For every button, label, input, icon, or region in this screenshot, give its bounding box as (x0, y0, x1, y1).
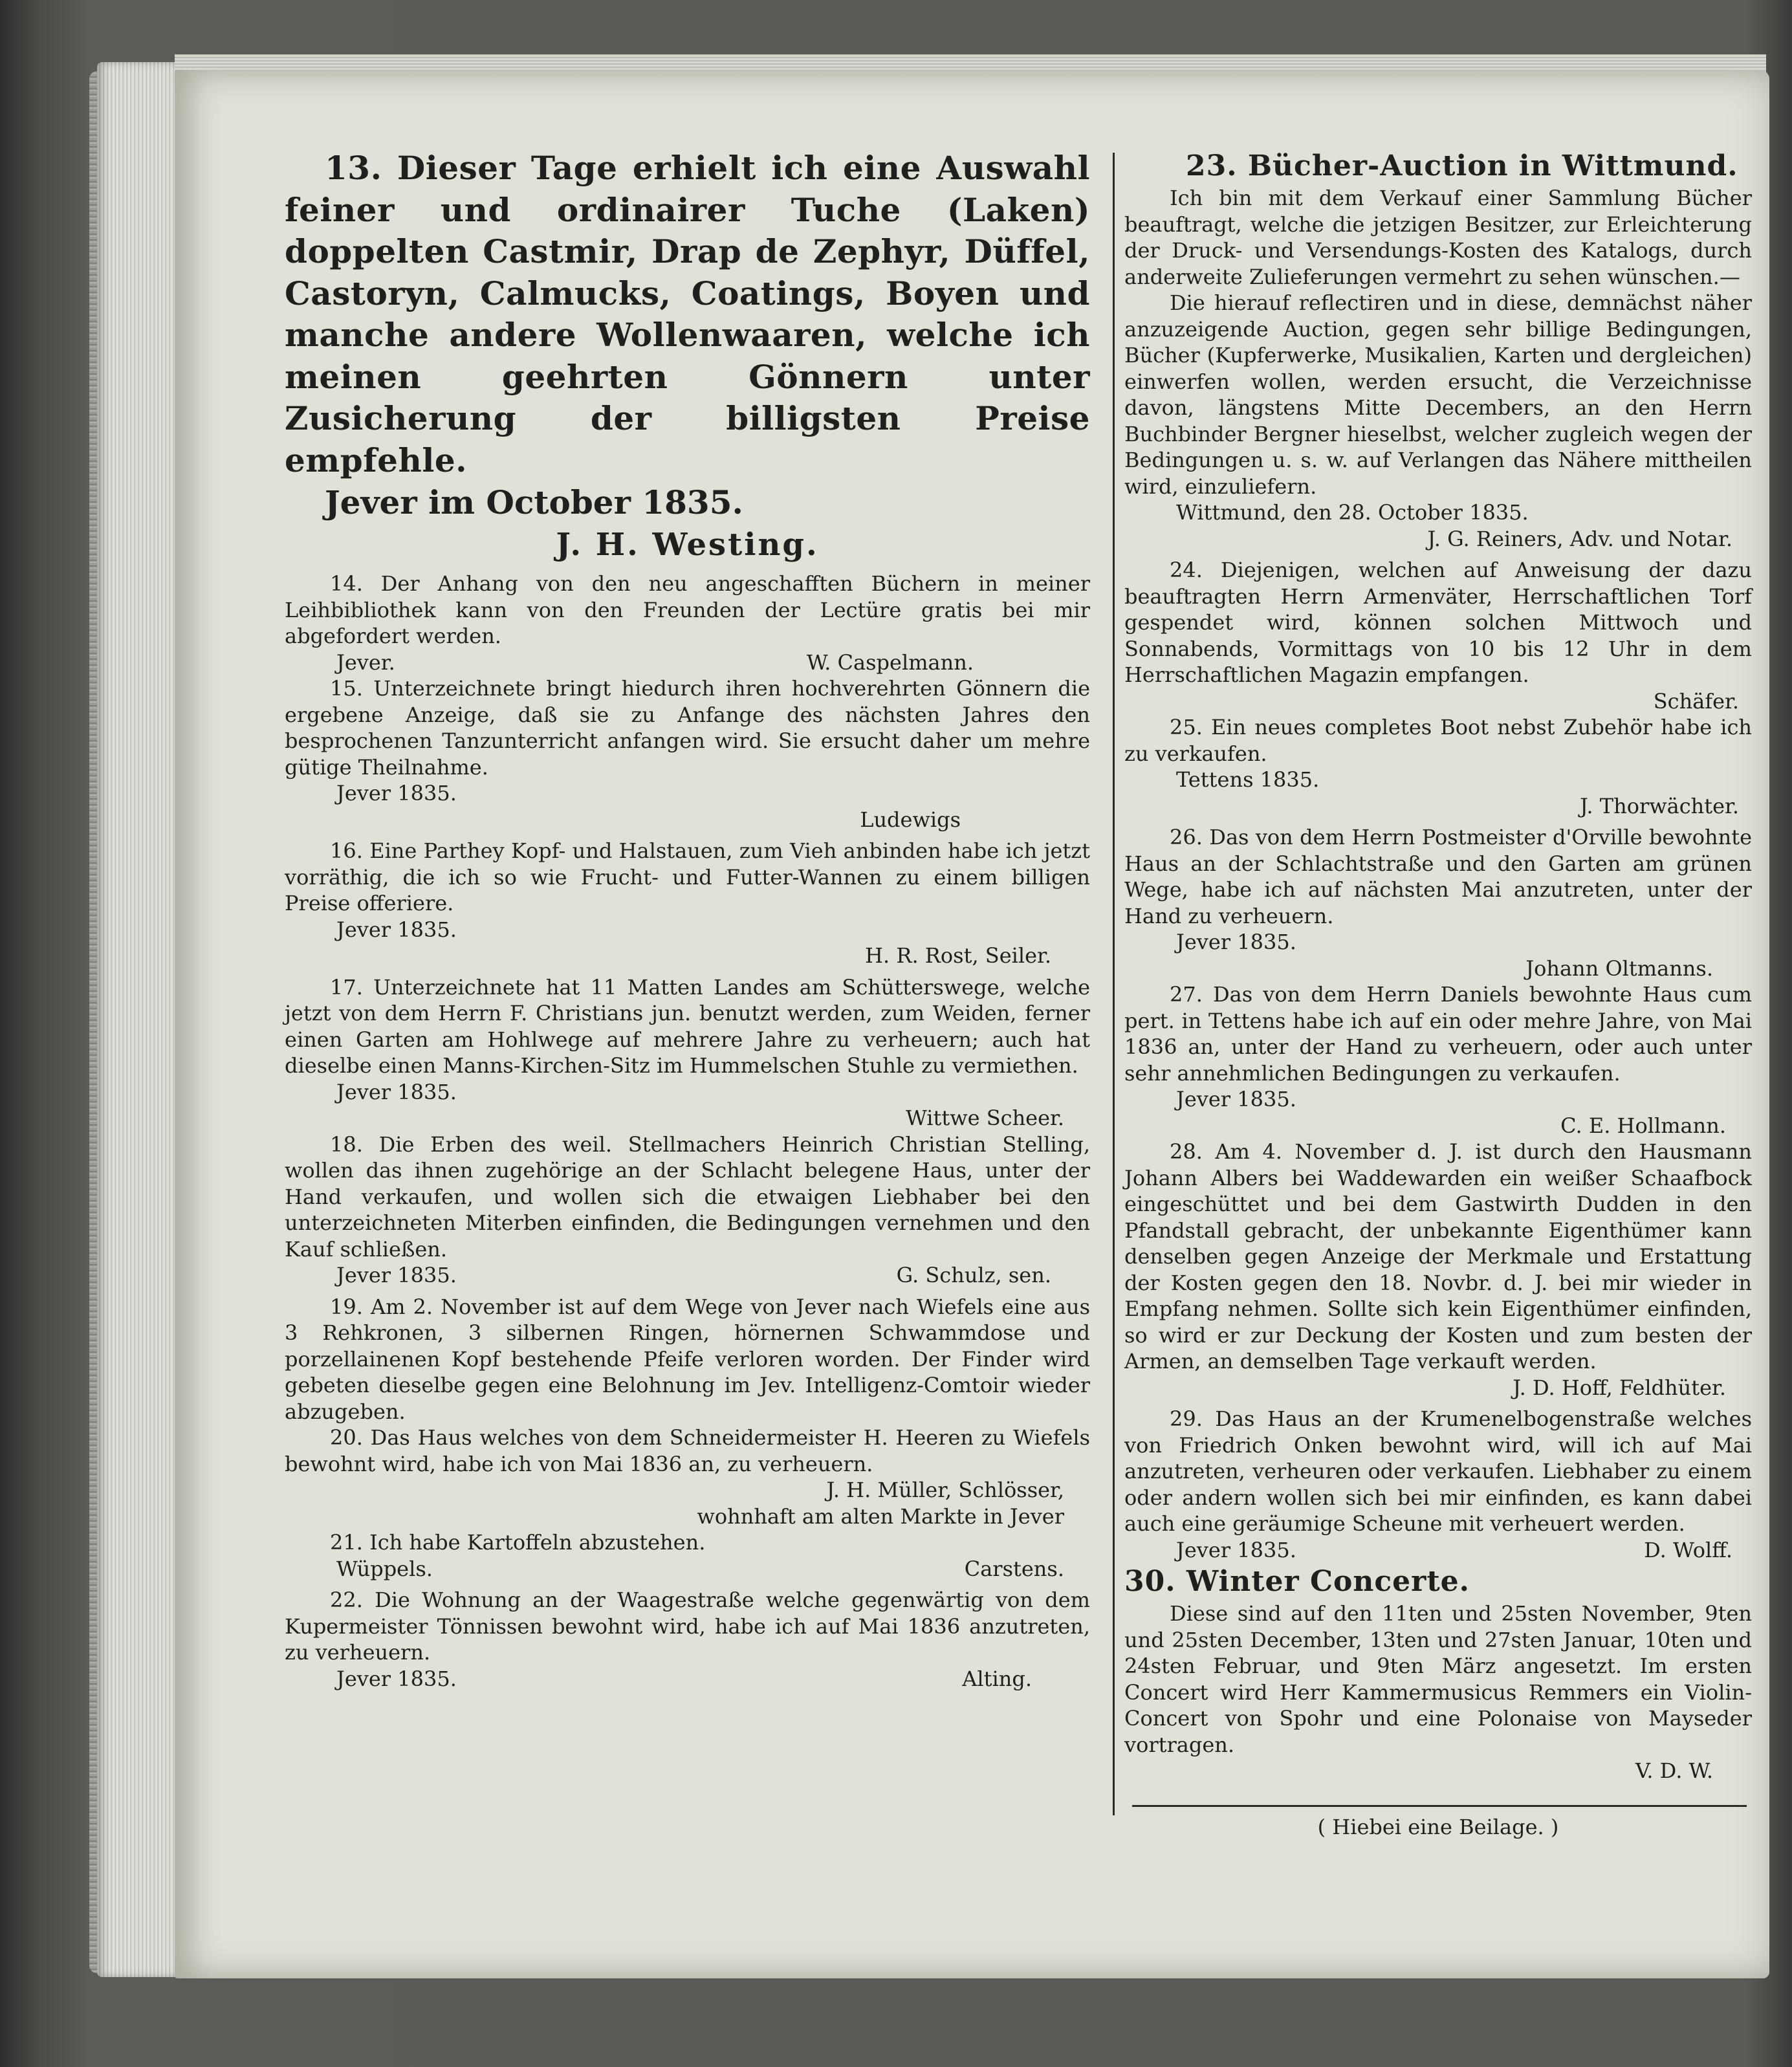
closing-rule (1132, 1805, 1747, 1807)
notice-13-text: 13. Dieser Tage erhielt ich eine Auswahl feiner und ordinairer Tuche (Laken) doppelten Castmir, Drap de Zephyr, Düffel, Castoryn, Calmucks, Coatings, Boyen und manche andere Wollenwaaren, welche ich meinen geehrten Gönnern unter Zusicherung der billigsten Preise empfehle. (285, 149, 1090, 479)
notice-16 (285, 838, 1090, 969)
notice-14-place: Jever. (336, 650, 395, 675)
notice-30-text: Diese sind auf den 11ten und 25sten November, 9ten und 25sten December, 13ten und 27sten Januar, 10ten und 24sten Februar, und 9ten März angesetzt. Im ersten Concert wird Herr Kammermusicus Remmers ein Violin-Concert von Spohr und eine Polonaise von Mayseder vortragen. (1124, 1601, 1752, 1757)
notice-18 (285, 1132, 1090, 1289)
notice-17-signature: Wittwe Scheer. (905, 1106, 1064, 1130)
notice-17 (285, 974, 1090, 1132)
notice-23 (1124, 148, 1752, 552)
notice-18-footer (285, 1262, 1090, 1289)
notice-30 (1124, 1563, 1752, 1784)
notice-17-place: Jever 1835. (336, 1079, 457, 1104)
notice-22 (285, 1587, 1090, 1692)
notice-22-place: Jever 1835. (336, 1666, 457, 1691)
notice-21 (285, 1529, 1090, 1582)
notice-20-text: 20. Das Haus welches von dem Schneidermeister H. Heeren zu Wiefels bewohnt wird, habe ich von Mai 1836 an, zu verheuern. (285, 1425, 1090, 1476)
notice-29 (1124, 1406, 1752, 1563)
notice-26 (1124, 824, 1752, 981)
notice-23-place: Wittmund, den 28. October 1835. (1176, 500, 1529, 525)
notice-26-signature: Johann Oltmanns. (1525, 956, 1713, 981)
notice-16-text: 16. Eine Parthey Kopf- und Halstauen, zum Vieh anbinden habe ich jetzt vorräthig, die ich so wie Frucht- und Futter-Wannen zu einem billigen Preise offeriere. (285, 838, 1090, 915)
notice-29-text: 29. Das Haus an der Krumenelbogenstraße welches von Friedrich Onken bewohnt wird, will ich auf Mai anzutreten, verheuren oder verkaufen. Liebhaber zu einem oder andern wollen sich bei mir einfinden, es kann dabei auch eine geräumige Scheune mit verheuert werden. (1124, 1406, 1752, 1536)
notice-14-signature: W. Caspelmann. (806, 650, 974, 675)
notice-15-text: 15. Unterzeichnete bringt hiedurch ihren hochverehrten Gönnern die ergebene Anzeige, daß sie zu Anfange des nächsten Jahres den besprochenen Tanzunterricht anfangen wird. Sie ersucht daher um mehre gütige Theilnahme. (285, 676, 1090, 780)
notice-15-place: Jever 1835. (336, 781, 457, 805)
notice-21-text: 21. Ich habe Kartoffeln abzustehen. (330, 1530, 706, 1555)
notice-14-text: 14. Der Anhang von den neu angeschafften Büchern in meiner Leihbibliothek kann von den Freunden der Lectüre gratis bei mir abgefordert werden. (285, 571, 1090, 648)
notice-30-heading: 30. Winter Concerte. (1124, 1565, 1470, 1598)
notice-23-text-2: Die hierauf reflectiren und in diese, demnächst näher anzuzeigende Auction, gegen sehr billige Bedingungen, Bücher (Kupferwerke, Musikalien, Karten und dergleichen) einwerfen wollen, werden ersucht, die Verzeichnisse davon, längstens Mitte Decembers, an den Herrn Buchbinder Bergner hieselbst, welcher zugleich wegen der Bedingungen u. s. w. auf Verlangen das Nähere mittheilen wird, einzuliefern. (1124, 290, 1752, 499)
notice-30-signature: V. D. W. (1635, 1758, 1713, 1783)
notice-15 (285, 675, 1090, 833)
notice-18-place: Jever 1835. (336, 1263, 457, 1287)
notice-20 (285, 1425, 1090, 1529)
notice-29-signature: D. Wolff. (1644, 1537, 1732, 1562)
notice-25 (1124, 714, 1752, 819)
notice-28-text: 28. Am 4. November d. J. ist durch den Hausmann Johann Albers bei Waddewarden ein weißer Schaafbock eingeschüttet und bei dem Gastwirth Dudden in den Pfandstall gebracht, der unbekannte Eigenthümer kann denselben gegen Anzeige der Merkmale und Erstattung der Kosten gegen den 18. Novbr. d. J. bei mir wieder in Empfang nehmen. Sollte sich kein Eigenthümer einfinden, so wird er zur Deckung der Kosten und zum besten der Armen, an demselben Tage verkauft werden. (1124, 1139, 1752, 1373)
notice-13 (285, 148, 1090, 565)
notice-24 (1124, 557, 1752, 714)
notice-24-text: 24. Diejenigen, welchen auf Anweisung der dazu beauftragten Herrn Armenväter, Herrschaftlichen Torf gespendet wird, können solchen Mittwoch und Sonnabends, Vormittags von 10 bis 12 Uhr in dem Herrschaftlichen Magazin empfangen. (1124, 558, 1752, 687)
left-column (285, 148, 1090, 1692)
notice-14 (285, 571, 1090, 675)
notice-22-text: 22. Die Wohnung an der Waagestraße welche gegenwärtig von dem Kupermeister Tönnissen bewohnt wird, habe ich auf Mai 1836 anzutreten, zu verheuern. (285, 1588, 1090, 1665)
right-column (1124, 148, 1752, 1784)
notice-13-place: Jever im October 1835. (325, 483, 743, 521)
notice-25-text: 25. Ein neues completes Boot nebst Zubehör habe ich zu verkaufen. (1124, 715, 1752, 766)
notice-22-footer (285, 1666, 1090, 1692)
notice-26-text: 26. Das von dem Herrn Postmeister d'Orville bewohnte Haus an der Schlachtstraße und den Garten am grünen Wege, habe ich auf nächsten Mai anzutreten, unter der Hand zu verheuern. (1124, 825, 1752, 928)
notice-14-footer (285, 650, 1090, 676)
notice-15-signature: Ludewigs (860, 807, 961, 832)
notice-21-place: Wüppels. (336, 1556, 433, 1581)
notice-27-text: 27. Das von dem Herrn Daniels bewohnte Haus cum pert. in Tettens habe ich auf ein oder mehre Jahre, von Mai 1836 an, unter der Hand zu verheuern, oder auch unter sehr annehmlichen Bedingungen zu verkaufen. (1124, 982, 1752, 1086)
notice-29-place: Jever 1835. (1176, 1537, 1296, 1562)
notice-26-place: Jever 1835. (1176, 930, 1296, 954)
notice-28-signature: J. D. Hoff, Feldhüter. (1513, 1375, 1726, 1400)
notice-17-text: 17. Unterzeichnete hat 11 Matten Landes am Schütterswege, welche jetzt von dem Herrn F. Christians jun. benutzt werden, zum Weiden, ferner einen Garten am Hohlwege auf mehrere Jahre zu verheuern; auch hat dieselbe einen Manns-Kirchen-Sitz im Hummelschen Stuhle zu vermiethen. (285, 974, 1090, 1078)
notice-28 (1124, 1139, 1752, 1401)
notice-22-signature: Alting. (962, 1666, 1032, 1691)
notice-23-text-1: Ich bin mit dem Verkauf einer Sammlung Bücher beauftragt, welche die jetzigen Besitzer, zur Erleichterung der Druck- und Versendungs-Kosten des Katalogs, durch anderweite Zulieferungen vermehrt zu sehen wünschen.— (1124, 186, 1752, 289)
notice-23-heading: 23. Bücher-Auction in Wittmund. (1186, 149, 1738, 182)
notice-25-place: Tettens 1835. (1176, 767, 1320, 792)
page-edges (97, 62, 178, 1977)
notice-19-text: 19. Am 2. November ist auf dem Wege von Jever nach Wiefels eine aus 3 Rehkronen, 3 silbernen Ringen, hörnernen Schwammdose und porzellainenen Kopf bestehende Pfeife verloren worden. Der Finder wird gebeten dieselbe gegen eine Belohnung im Jev. Intelligenz-Comtoir wieder abzugeben. (285, 1294, 1090, 1424)
notice-19 (285, 1294, 1090, 1425)
notice-18-text: 18. Die Erben des weil. Stellmachers Heinrich Christian Stelling, wollen das ihnen zugehörige an der Schlacht belegene Haus, unter der Hand verkaufen, und wollen sich die etwaigen Liebhaber bei den unterzeichneten Miterben einfinden, die Bedingungen vernehmen und den Kauf schließen. (285, 1132, 1090, 1262)
notice-29-footer (1124, 1537, 1752, 1564)
notice-27 (1124, 981, 1752, 1139)
notice-21-signature: Carstens. (964, 1556, 1064, 1581)
notice-27-place: Jever 1835. (1176, 1087, 1296, 1111)
notice-23-signature: J. G. Reiners, Adv. und Notar. (1427, 526, 1732, 551)
notice-27-signature: C. E. Hollmann. (1560, 1113, 1726, 1138)
notice-21-footer (285, 1556, 1090, 1582)
notice-20-address: wohnhaft am alten Markte in Jever (697, 1504, 1064, 1529)
notice-24-signature: Schäfer. (1653, 688, 1739, 714)
notice-25-signature: J. Thorwächter. (1580, 793, 1739, 818)
notice-16-place: Jever 1835. (336, 917, 457, 942)
column-divider (1113, 153, 1115, 1815)
notice-20-signature: J. H. Müller, Schlösser, (826, 1478, 1064, 1502)
notice-13-signature: J. H. Westing. (556, 527, 819, 563)
supplement-note: ( Hiebei eine Beilage. ) (1317, 1815, 1559, 1839)
notice-16-signature: H. R. Rost, Seiler. (865, 943, 1051, 968)
notice-18-signature: G. Schulz, sen. (896, 1263, 1051, 1287)
